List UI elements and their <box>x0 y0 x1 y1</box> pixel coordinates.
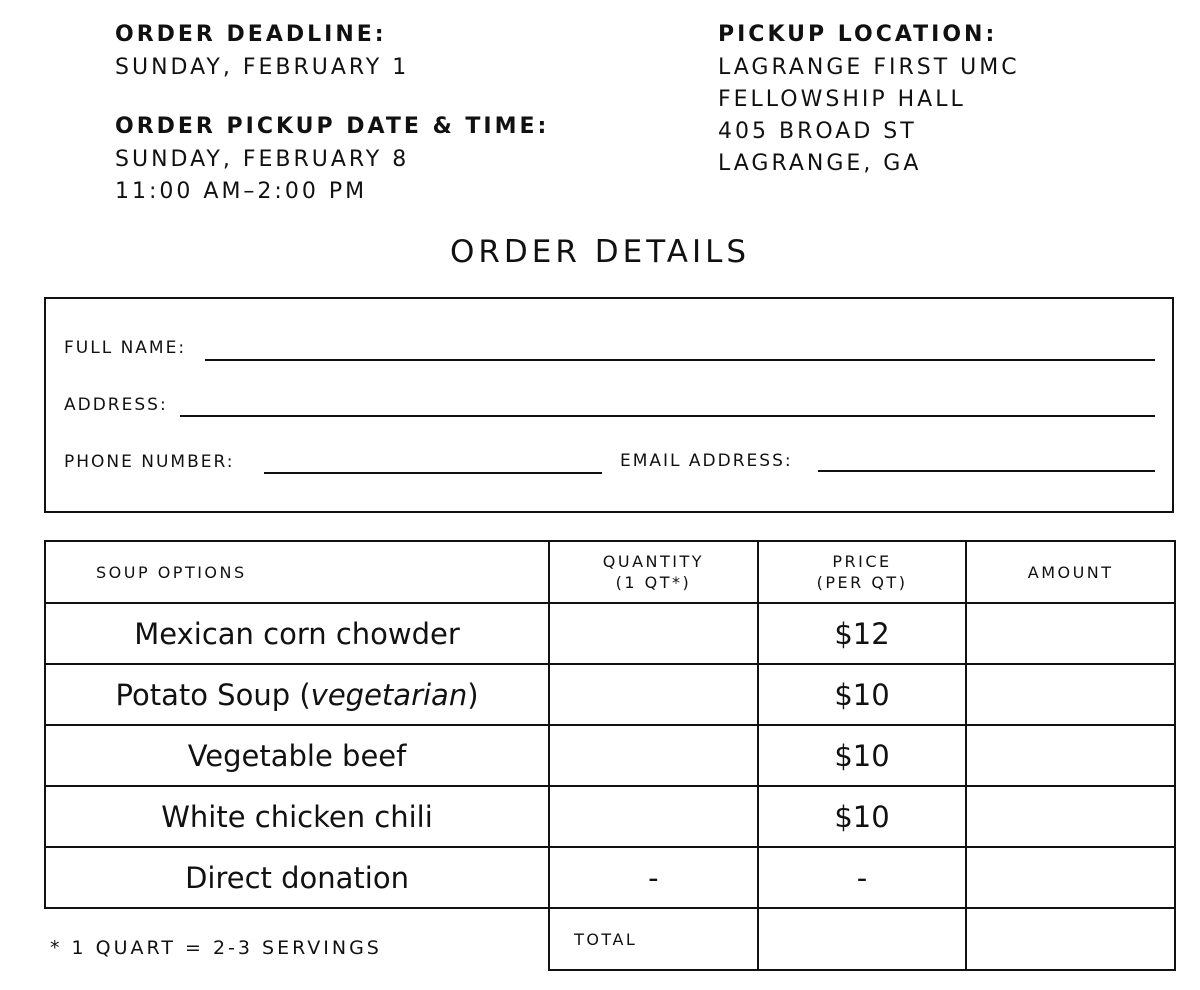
amount-cell[interactable] <box>966 725 1175 786</box>
full-name-field[interactable] <box>205 359 1155 361</box>
header-price-line2: (PER QT) <box>816 573 908 592</box>
price-cell: $10 <box>758 725 967 786</box>
header-quantity <box>549 541 758 603</box>
price-cell: $10 <box>758 786 967 847</box>
price-cell: $10 <box>758 664 967 725</box>
amount-cell[interactable] <box>966 664 1175 725</box>
price-cell: $12 <box>758 603 967 664</box>
soup-order-table <box>44 540 1176 971</box>
soup-name-close: ) <box>467 677 479 712</box>
soup-name: White chicken chili <box>45 786 549 847</box>
phone-number-field[interactable] <box>264 472 602 474</box>
quantity-cell[interactable] <box>549 725 758 786</box>
address-field[interactable] <box>180 415 1155 417</box>
email-address-label: EMAIL ADDRESS: <box>620 451 793 471</box>
total-price-cell[interactable] <box>758 908 967 970</box>
quantity-cell[interactable] <box>549 603 758 664</box>
soup-name: Vegetable beef <box>45 725 549 786</box>
table-row <box>45 664 1175 725</box>
table-header-row <box>45 541 1175 603</box>
order-deadline-value: SUNDAY, FEBRUARY 1 <box>115 55 410 80</box>
soup-name <box>45 664 549 725</box>
pickup-hours-value: 11:00 AM–2:00 PM <box>115 179 368 204</box>
pickup-location-line2: FELLOWSHIP HALL <box>718 87 966 112</box>
table-row <box>45 786 1175 847</box>
soup-name-text: Potato Soup ( <box>115 677 311 712</box>
header-price <box>758 541 967 603</box>
pickup-location-line4: LAGRANGE, GA <box>718 151 922 176</box>
footnote: * 1 QUART = 2-3 SERVINGS <box>50 937 382 959</box>
header-quantity-line2: (1 QT*) <box>615 573 692 592</box>
pickup-date-value: SUNDAY, FEBRUARY 8 <box>115 147 410 172</box>
address-label: ADDRESS: <box>64 395 168 415</box>
pickup-location-line3: 405 BROAD ST <box>718 119 917 144</box>
total-label: TOTAL <box>549 908 758 970</box>
amount-cell[interactable] <box>966 847 1175 908</box>
amount-cell[interactable] <box>966 786 1175 847</box>
customer-info-box <box>44 297 1174 513</box>
amount-cell[interactable] <box>966 603 1175 664</box>
total-amount-cell[interactable] <box>966 908 1175 970</box>
table-row <box>45 725 1175 786</box>
quantity-cell[interactable] <box>549 664 758 725</box>
header-amount: AMOUNT <box>966 541 1175 603</box>
soup-name-vegetarian: vegetarian <box>310 677 468 712</box>
full-name-label: FULL NAME: <box>64 338 187 358</box>
header-quantity-line1: QUANTITY <box>602 552 705 571</box>
table-row <box>45 847 1175 908</box>
table-row <box>45 603 1175 664</box>
order-deadline-label: ORDER DEADLINE: <box>115 22 387 47</box>
header-soup-options: SOUP OPTIONS <box>45 541 549 603</box>
quantity-cell: - <box>549 847 758 908</box>
price-cell: - <box>758 847 967 908</box>
soup-name: Mexican corn chowder <box>45 603 549 664</box>
soup-name: Direct donation <box>45 847 549 908</box>
pickup-time-label: ORDER PICKUP DATE & TIME: <box>115 114 550 139</box>
pickup-location-line1: LAGRANGE FIRST UMC <box>718 55 1020 80</box>
phone-number-label: PHONE NUMBER: <box>64 452 235 472</box>
quantity-cell[interactable] <box>549 786 758 847</box>
header-price-line1: PRICE <box>832 552 892 571</box>
email-address-field[interactable] <box>818 470 1155 472</box>
pickup-location-label: PICKUP LOCATION: <box>718 22 998 47</box>
section-title: ORDER DETAILS <box>449 234 751 270</box>
